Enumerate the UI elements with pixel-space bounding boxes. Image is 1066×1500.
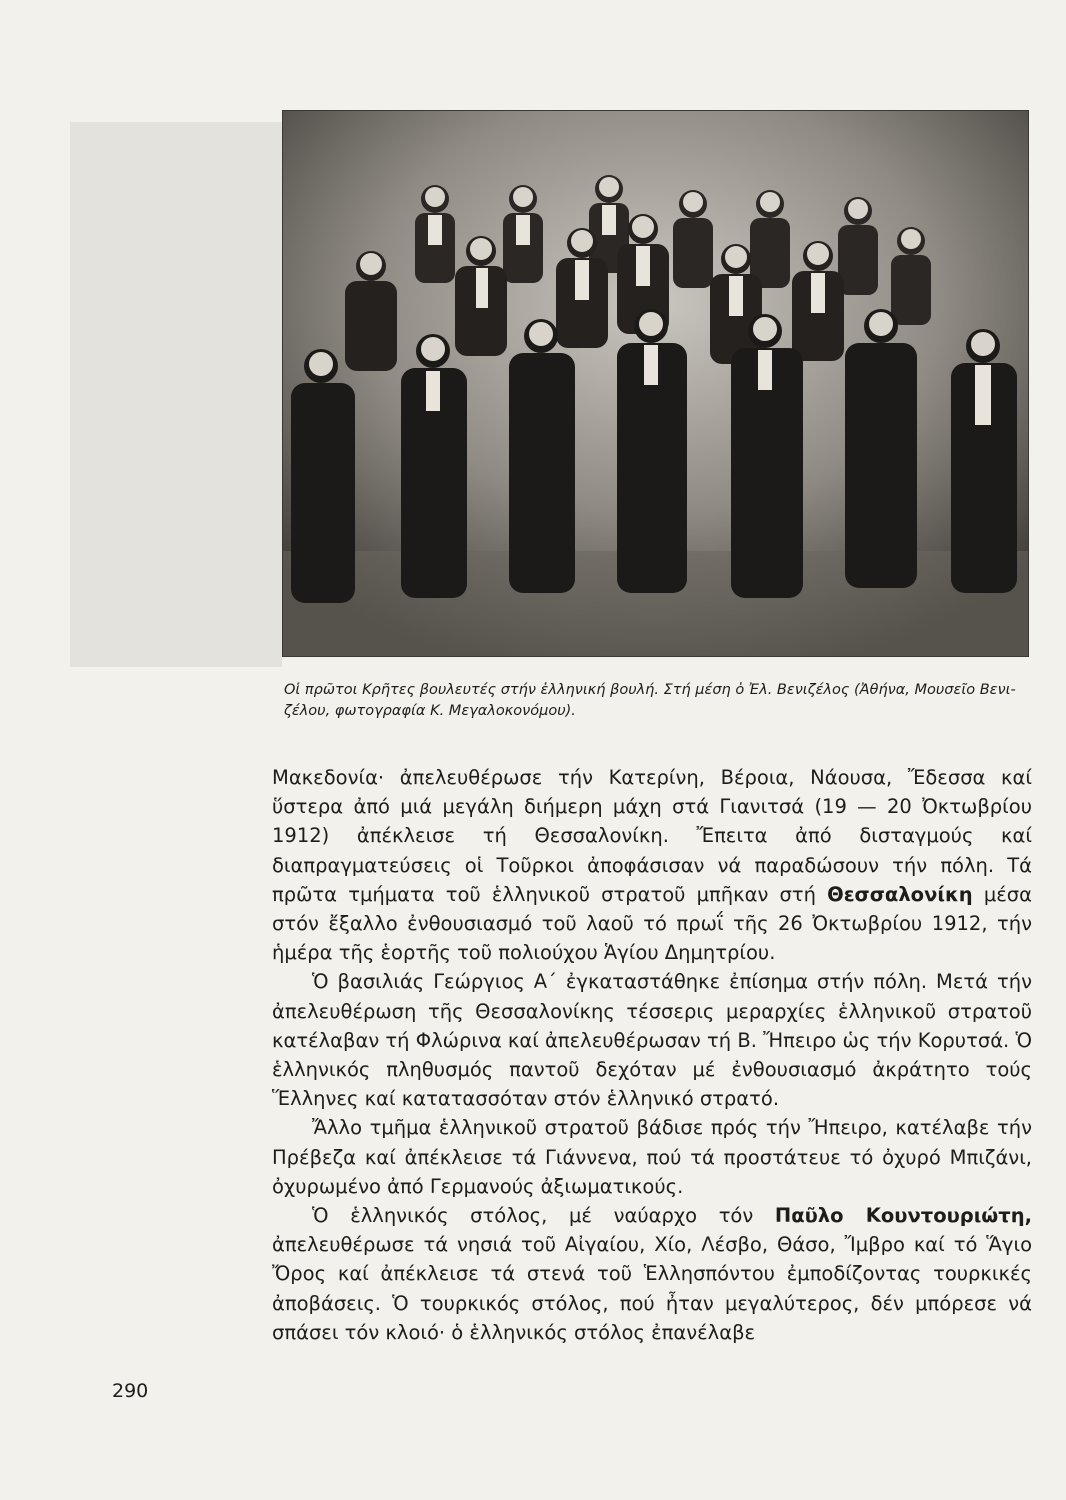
paragraph-4 <box>272 1201 1032 1347</box>
body-text <box>272 763 1032 1347</box>
portrait-figures <box>283 111 1028 656</box>
paragraph-1-bold: Θεσσαλονίκη <box>827 882 973 906</box>
paragraph-4-text-end: ἀπελευθέρωσε τά νησιά τοῦ Αἰγαίου, Χίο, Λέσβο, Θάσο, Ἴμβρο καί τό Ἅγιο Ὄρος καί ἀπέκλεισε τά στενά τοῦ Ἑλλησπόντου ἐμποδίζοντας τουρκικές ἀποβάσεις. Ὁ τουρκικός στόλος, πού ἦταν μεγαλύτερος, δέν μπόρεσε νά σπάσει τόν κλοιό· ὁ ἑλληνικός στόλος ἐπανέλαβε <box>272 1233 1032 1344</box>
paragraph-4-text: Ὁ ἑλληνικός στόλος, μέ ναύαρχο τόν <box>312 1204 775 1228</box>
caption-line-1: Οἱ πρῶτοι Κρῆτες βουλευτές στήν ἑλληνική βουλή. Στή μέση ὁ Ἐλ. Βενιζέλος (Ἀθήνα, Μουσεῖο Βενι- <box>284 682 1016 698</box>
page-number: 290 <box>112 1380 149 1402</box>
photo-caption <box>284 680 1044 722</box>
paragraph-1 <box>272 763 1032 967</box>
facing-page-bleed <box>70 122 282 667</box>
paragraph-3: Ἄλλο τμῆμα ἑλληνικοῦ στρατοῦ βάδισε πρός τήν Ἤπειρο, κατέλαβε τήν Πρέβεζα καί ἀπέκλεισε τά Γιάννενα, πού τά προστάτευε τό ὀχυρό Μπιζάνι, ὀχυρωμένο ἀπό Γερμανούς ἀξιωματικούς. <box>272 1116 1032 1198</box>
paragraph-4-bold: Παῦλο Κουντουριώτη, <box>774 1204 1032 1228</box>
paragraph-1-text: Μακεδονία· ἀπελευθέρωσε τήν Κατερίνη, Βέροια, Νάουσα, Ἔδεσσα καί ὕστερα ἀπό μιά μεγάλη διήμερη μάχη στά Γιανιτσά (19 — 20 Ὀκτωβρίου 1912) ἀπέκλεισε τή Θεσσαλονίκη. Ἔπειτα ἀπό δισταγμούς καί διαπραγματεύσεις οἱ Τοῦρκοι ἀποφάσισαν νά παραδώσουν τήν πόλη. Τά πρῶτα τμήματα τοῦ ἑλληνικοῦ στρατοῦ μπῆκαν στή <box>272 766 1032 906</box>
caption-line-2: ζέλου, φωτογραφία Κ. Μεγαλοκονόμου). <box>284 703 576 719</box>
paragraph-2: Ὁ βασιλιάς Γεώργιος Α΄ ἐγκαταστάθηκε ἐπίσημα στήν πόλη. Μετά τήν ἀπελευθέρωση τῆς Θεσσαλονίκης τέσσερις μεραρχίες ἑλληνικοῦ στρατοῦ κατέλαβαν τή Φλώρινα καί ἀπελευθέρωσαν τή Β. Ἤπειρο ὡς τήν Κορυτσά. Ὁ ἑλληνικός πληθυσμός παντοῦ δεχόταν μέ ἐνθουσιασμό ἀκράτητο τούς Ἕλληνες καί κατατασσόταν στόν ἑλληνικό στρατό. <box>272 970 1032 1111</box>
paragraph-1-text-end: μέσα στόν ἔξαλλο ἐνθουσιασμό τοῦ λαοῦ τό πρωΐ τῆς 26 Ὀκτωβρίου 1912, τήν ἡμέρα τῆς ἑορτῆς τοῦ πολιούχου Ἁγίου Δημητρίου. <box>272 882 1033 965</box>
group-portrait-photo <box>282 110 1029 657</box>
